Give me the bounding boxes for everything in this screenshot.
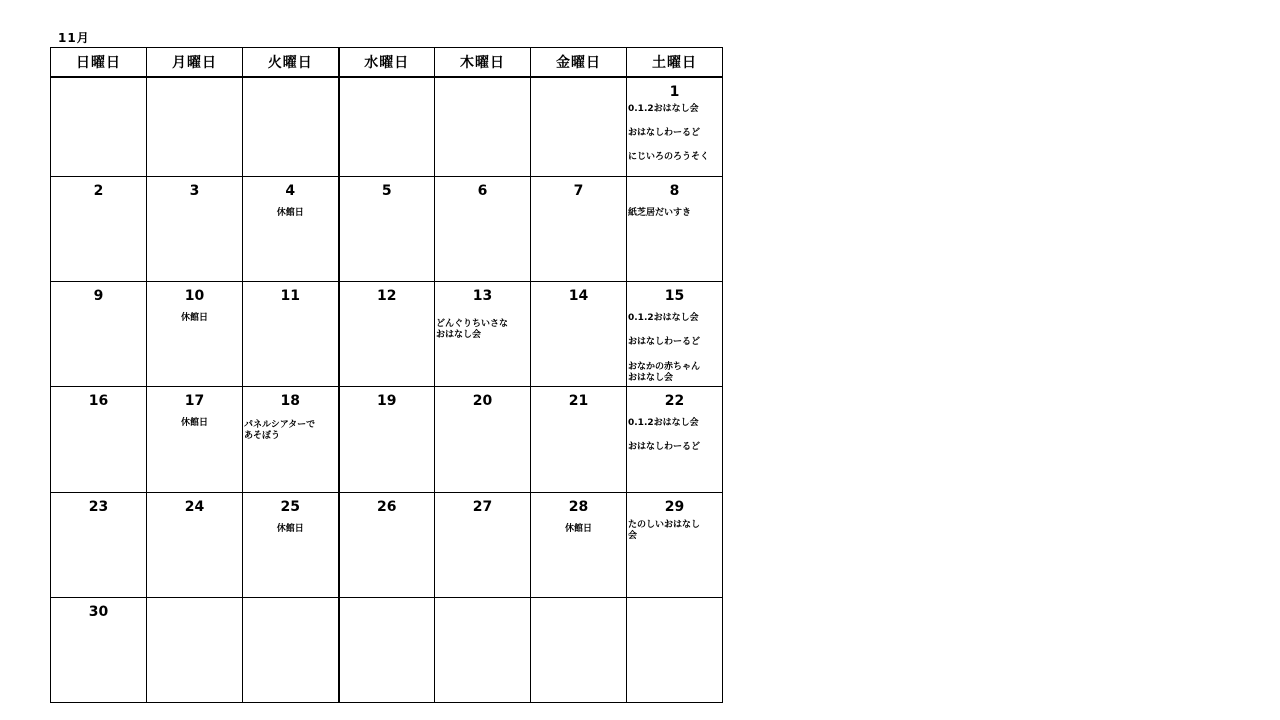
- day-number: 23: [88, 498, 109, 515]
- day-number: 2: [93, 183, 104, 200]
- week-row: [51, 597, 723, 702]
- day-cell-monday: [147, 387, 243, 492]
- day-number: 20: [472, 393, 493, 410]
- day-cell-wednesday: [339, 282, 435, 387]
- day-number: 24: [184, 498, 205, 515]
- day-number: 29: [664, 498, 685, 515]
- day-number: 15: [664, 288, 685, 305]
- closed-day-label: 休館日: [180, 418, 208, 429]
- day-cell-sunday: [51, 177, 147, 282]
- day-cell-sunday: [51, 77, 147, 177]
- event-label: 紙芝居だいすき: [628, 208, 692, 219]
- day-number: 9: [93, 288, 104, 305]
- day-cell-sunday: [51, 597, 147, 702]
- day-cell-friday: [531, 387, 627, 492]
- event-label: おはなしわーるど: [628, 128, 701, 138]
- day-number: 6: [477, 183, 488, 200]
- day-number: 11: [280, 288, 300, 305]
- day-number: 22: [664, 393, 685, 410]
- day-cell-thursday: [435, 77, 531, 177]
- day-cell-tuesday: [243, 597, 339, 702]
- day-cell-saturday: [627, 387, 723, 492]
- day-number: 4: [285, 183, 296, 200]
- day-number: 1: [669, 84, 680, 100]
- weekday-header-friday: 金曜日: [531, 48, 627, 78]
- day-cell-tuesday: [243, 77, 339, 177]
- day-cell-thursday: [435, 387, 531, 492]
- day-number: 3: [189, 183, 200, 200]
- day-cell-saturday: [627, 492, 723, 597]
- day-number: 5: [381, 183, 392, 200]
- day-cell-friday: [531, 492, 627, 597]
- event-label: 0.1.2おはなし会: [628, 418, 699, 429]
- day-number: 12: [377, 288, 397, 305]
- event-label: おはなしわーるど: [628, 442, 701, 453]
- day-number: 8: [669, 183, 680, 200]
- day-cell-friday: [531, 597, 627, 702]
- event-label: にじいろのろうそく: [628, 152, 710, 162]
- day-cell-monday: [147, 597, 243, 702]
- day-number: 7: [573, 183, 584, 200]
- weekday-header-sunday: 日曜日: [51, 48, 147, 78]
- weekday-header-monday: 月曜日: [147, 48, 243, 78]
- day-cell-wednesday: [339, 177, 435, 282]
- event-label: どんぐりちいさな おはなし会: [436, 319, 509, 341]
- day-cell-thursday: [435, 282, 531, 387]
- week-row: [51, 177, 723, 282]
- weekday-header-row: [51, 48, 723, 78]
- day-number: 18: [280, 393, 300, 410]
- day-number: 26: [377, 498, 397, 515]
- day-cell-thursday: [435, 492, 531, 597]
- day-cell-thursday: [435, 597, 531, 702]
- event-label: おなかの赤ちゃん おはなし会: [628, 362, 701, 384]
- event-label: おはなしわーるど: [628, 337, 701, 348]
- week-row: [51, 77, 723, 177]
- day-cell-monday: [147, 177, 243, 282]
- closed-day-label: 休館日: [180, 313, 208, 324]
- day-cell-sunday: [51, 282, 147, 387]
- week-row: [51, 282, 723, 387]
- week-row: [51, 387, 723, 492]
- day-cell-saturday: [627, 77, 723, 177]
- weekday-header-saturday: 土曜日: [627, 48, 723, 78]
- event-label: パネルシアターで あそぼう: [244, 420, 316, 442]
- day-cell-sunday: [51, 387, 147, 492]
- day-cell-saturday: [627, 282, 723, 387]
- day-cell-monday: [147, 492, 243, 597]
- event-label: たのしいおはなし 会: [628, 519, 701, 541]
- day-cell-tuesday: [243, 282, 339, 387]
- day-number: 25: [280, 498, 300, 515]
- day-number: 17: [184, 393, 205, 410]
- day-number: 27: [472, 498, 493, 515]
- closed-day-label: 休館日: [276, 208, 304, 219]
- day-cell-friday: [531, 282, 627, 387]
- day-number: 28: [568, 498, 589, 515]
- day-number: 14: [568, 288, 589, 305]
- weekday-header-tuesday: 火曜日: [243, 48, 339, 78]
- day-cell-tuesday: [243, 387, 339, 492]
- day-cell-friday: [531, 177, 627, 282]
- day-cell-monday: [147, 77, 243, 177]
- day-cell-monday: [147, 282, 243, 387]
- day-cell-wednesday: [339, 492, 435, 597]
- day-cell-tuesday: [243, 177, 339, 282]
- day-number: 21: [568, 393, 589, 410]
- week-row: [51, 492, 723, 597]
- closed-day-label: 休館日: [564, 523, 592, 534]
- day-cell-wednesday: [339, 387, 435, 492]
- day-cell-wednesday: [339, 77, 435, 177]
- day-number: 13: [472, 288, 493, 305]
- day-cell-saturday: [627, 597, 723, 702]
- day-number: 19: [377, 393, 397, 410]
- day-cell-sunday: [51, 492, 147, 597]
- day-cell-wednesday: [339, 597, 435, 702]
- day-number: 10: [184, 288, 205, 305]
- day-cell-friday: [531, 77, 627, 177]
- day-cell-saturday: [627, 177, 723, 282]
- day-cell-tuesday: [243, 492, 339, 597]
- day-number: 16: [88, 393, 109, 410]
- day-cell-thursday: [435, 177, 531, 282]
- event-label: 0.1.2おはなし会: [628, 104, 699, 114]
- weekday-header-wednesday: 水曜日: [339, 48, 435, 78]
- event-label: 0.1.2おはなし会: [628, 313, 699, 324]
- month-title: 11月: [58, 31, 90, 45]
- closed-day-label: 休館日: [276, 523, 304, 534]
- day-number: 30: [88, 603, 109, 620]
- weekday-header-thursday: 木曜日: [435, 48, 531, 78]
- calendar-grid: [50, 47, 723, 703]
